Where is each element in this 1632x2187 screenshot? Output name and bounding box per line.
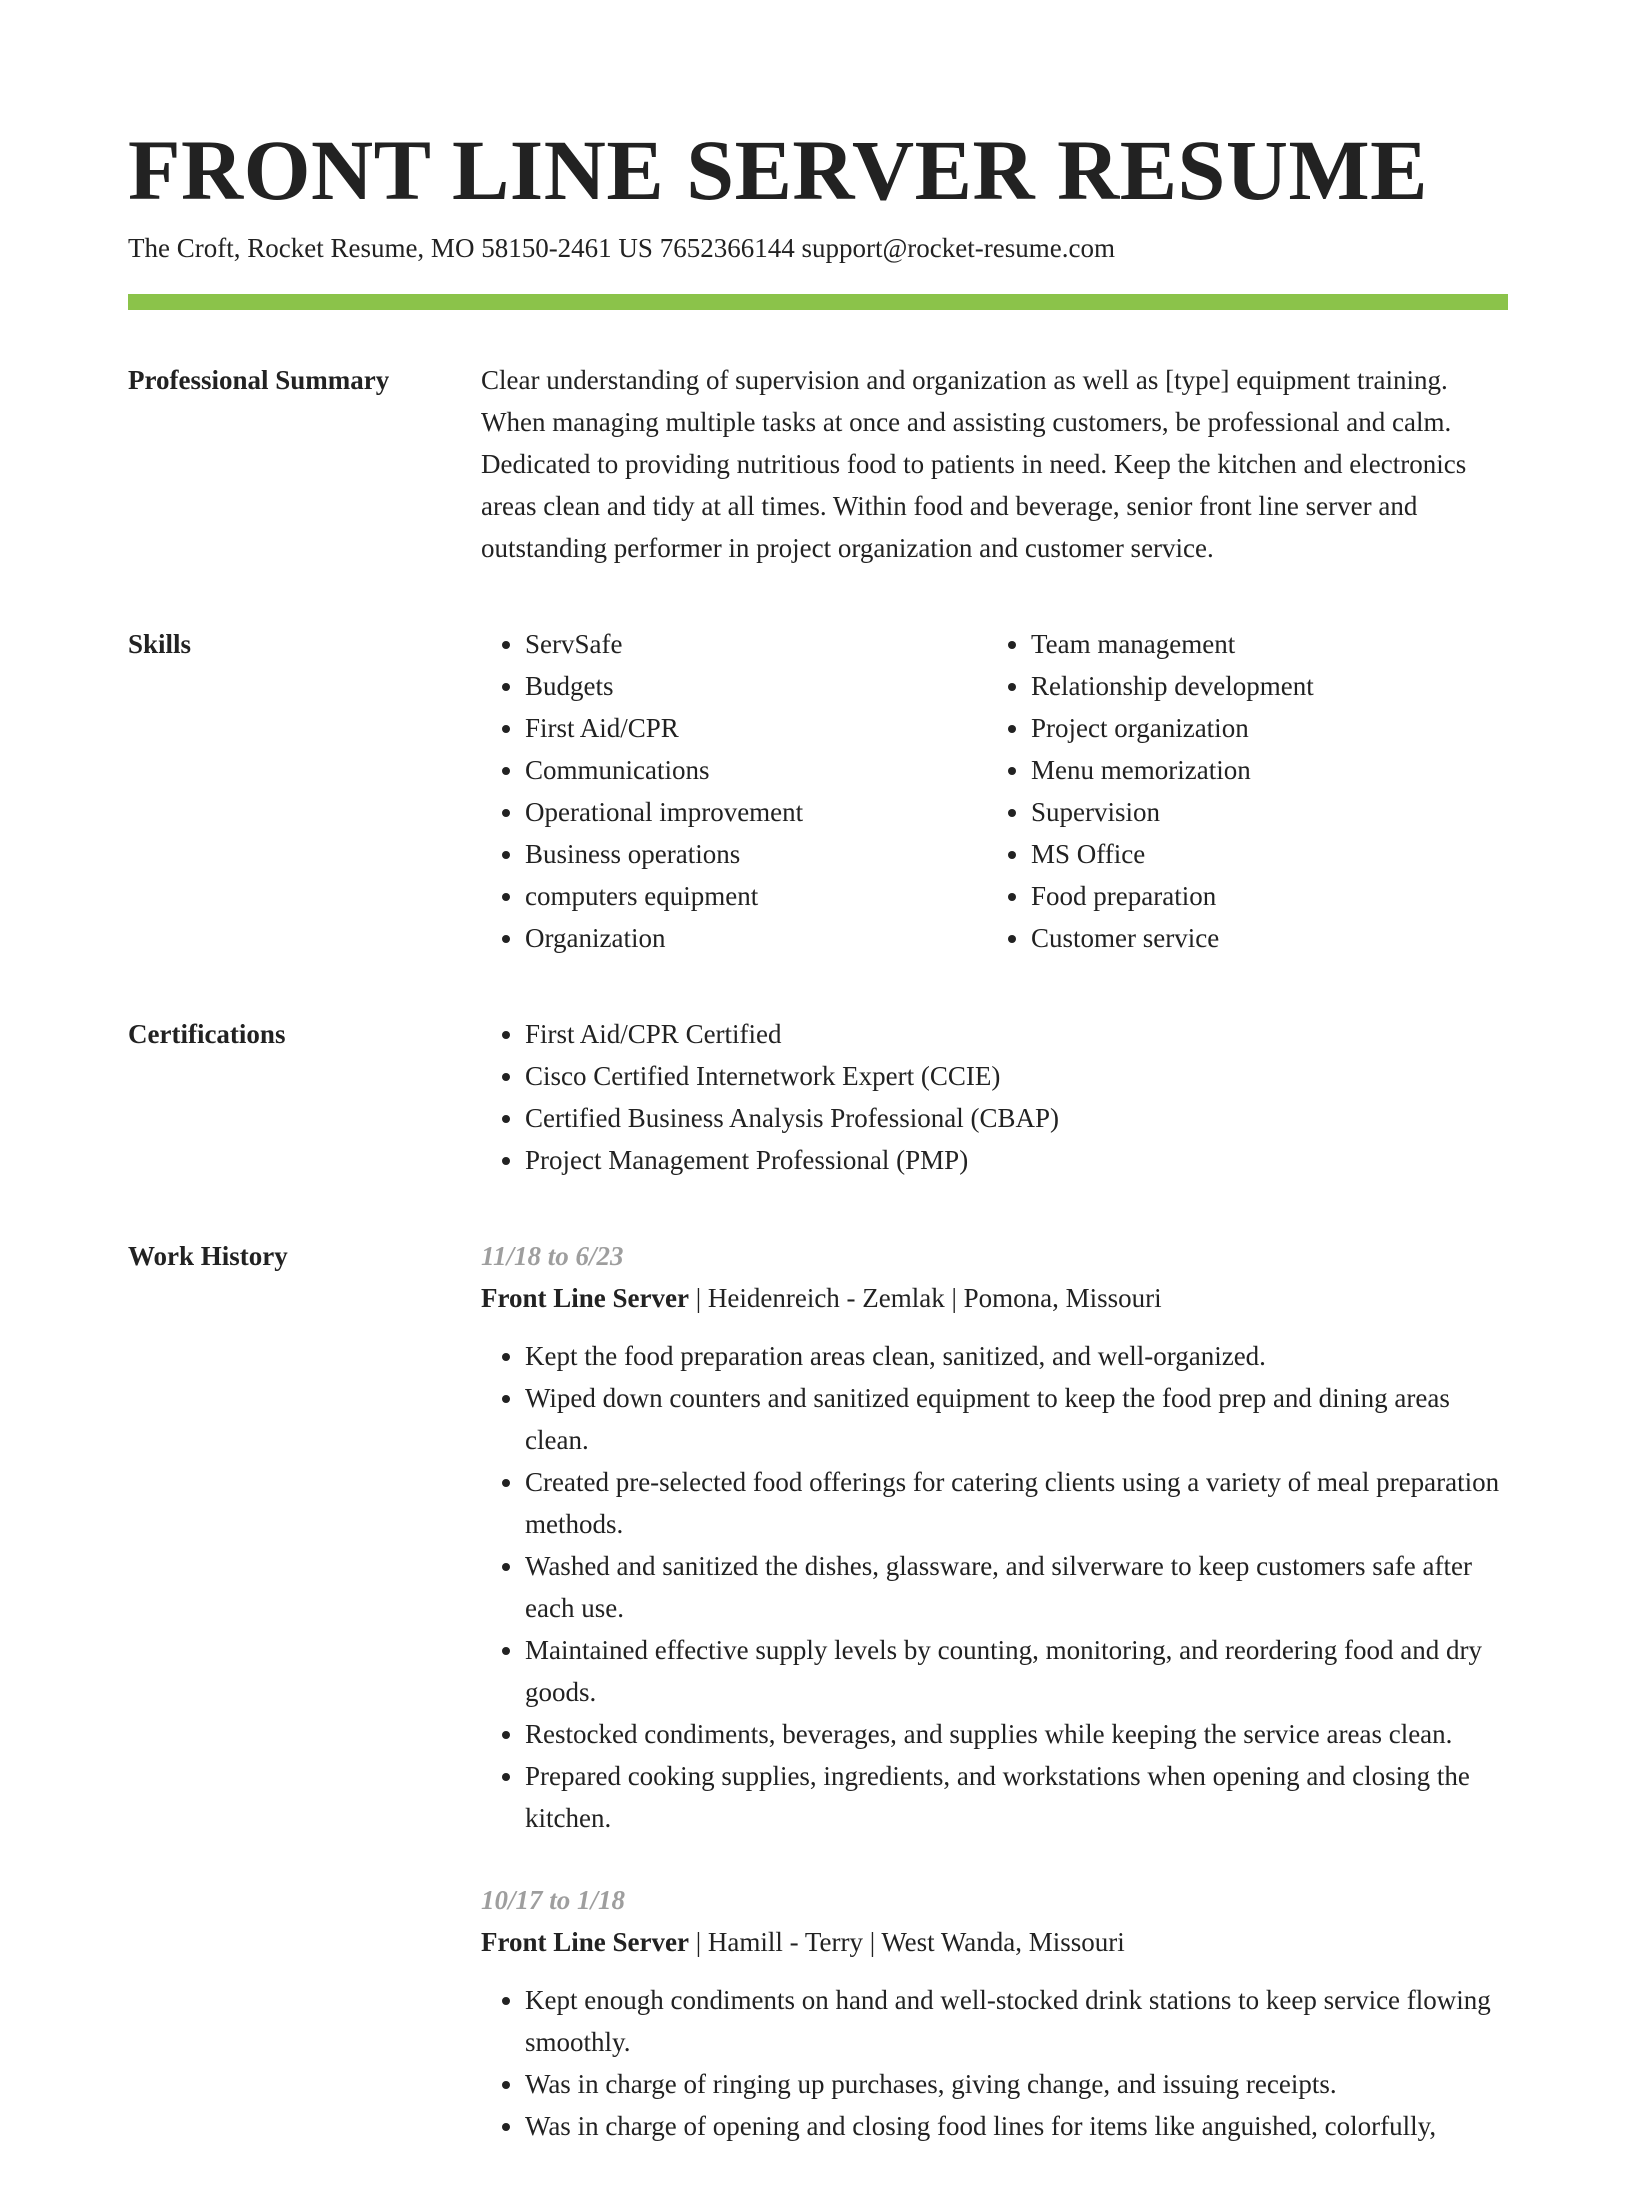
job-bullet: • Kept enough condiments on hand and well-stocked drink stations to keep service flowing smoothly. [525,1979,1508,2063]
resume-page [128,120,1508,2187]
certification-item: • Cisco Certified Internetwork Expert (CCIE) [525,1055,1508,1097]
job-bullet: • Washed and sanitized the dishes, glassware, and silverware to keep customers safe after each use. [525,1545,1508,1629]
skill-item: • Customer service [1031,917,1493,959]
job-bullet: • Created pre-selected food offerings for catering clients using a variety of meal preparation methods. [525,1461,1508,1545]
summary-label: Professional Summary [128,365,390,395]
contact-line: The Croft, Rocket Resume, MO 58150-2461 US 7652366144 support@rocket-resume.com [128,233,1115,263]
work-history-section [128,1235,1508,2187]
job-bullet: • Restocked condiments, beverages, and supplies while keeping the service areas clean. [525,1713,1508,1755]
skill-item: • Communications [525,749,987,791]
job-heading [481,1277,1508,1319]
skill-item: • computers equipment [525,875,987,917]
certifications-list [481,1013,1508,1181]
skill-item: • MS Office [1031,833,1493,875]
skill-item: • Supervision [1031,791,1493,833]
job-bullets [481,1979,1508,2147]
skill-item: • Business operations [525,833,987,875]
skills-section [128,623,1508,959]
job-bullet: • Was in charge of opening and closing food lines for items like anguished, colorfully, [525,2105,1508,2147]
job-details: | Heidenreich - Zemlak | Pomona, Missouri [688,1283,1162,1313]
skill-item: • First Aid/CPR [525,707,987,749]
skill-item: • Food preparation [1031,875,1493,917]
skill-item: • Budgets [525,665,987,707]
skill-item: • Relationship development [1031,665,1493,707]
job-bullet: • Prepared cooking supplies, ingredients, and workstations when opening and closing the kitchen. [525,1755,1508,1839]
certification-item: • Certified Business Analysis Professional (CBAP) [525,1097,1508,1139]
skill-item: • Organization [525,917,987,959]
accent-divider [128,294,1508,310]
job-entry [481,1879,1508,2147]
skill-item: • Operational improvement [525,791,987,833]
job-bullet: • Was in charge of ringing up purchases, giving change, and issuing receipts. [525,2063,1508,2105]
certification-item: • Project Management Professional (PMP) [525,1139,1508,1181]
summary-section [128,359,1508,569]
job-dates: 11/18 to 6/23 [481,1241,624,1271]
skills-label: Skills [128,629,192,659]
skills-list-right [987,623,1493,959]
job-bullet: • Kept the food preparation areas clean, sanitized, and well-organized. [525,1335,1508,1377]
skill-item: • ServSafe [525,623,987,665]
skills-list-left [481,623,987,959]
certifications-label: Certifications [128,1019,286,1049]
skill-item: • Team management [1031,623,1493,665]
resume-title: FRONT LINE SERVER RESUME [128,122,1429,218]
work-history-label: Work History [128,1241,288,1271]
job-title: Front Line Server [481,1283,689,1313]
certification-item: • First Aid/CPR Certified [525,1013,1508,1055]
job-bullets [481,1335,1508,1839]
job-dates: 10/17 to 1/18 [481,1885,626,1915]
summary-text: Clear understanding of supervision and organization as well as [type] equipment training. When managing multiple tasks at once and assisting customers, be professional and calm. Dedicated to providing nutritious food to patients in need. Keep the kitchen and electronics areas clean and tidy at all times. Within food and beverage, senior front line server and outstanding performer in project organization and customer service. [481,365,1467,563]
job-bullet: • Maintained effective supply levels by counting, monitoring, and reordering food and dry goods. [525,1629,1508,1713]
certifications-section [128,1013,1508,1181]
skill-item: • Menu memorization [1031,749,1493,791]
job-entry [481,1235,1508,1839]
job-title: Front Line Server [481,1927,689,1957]
job-details: | Hamill - Terry | West Wanda, Missouri [688,1927,1125,1957]
skill-item: • Project organization [1031,707,1493,749]
job-heading [481,1921,1508,1963]
job-bullet: • Wiped down counters and sanitized equipment to keep the food prep and dining areas clean. [525,1377,1508,1461]
